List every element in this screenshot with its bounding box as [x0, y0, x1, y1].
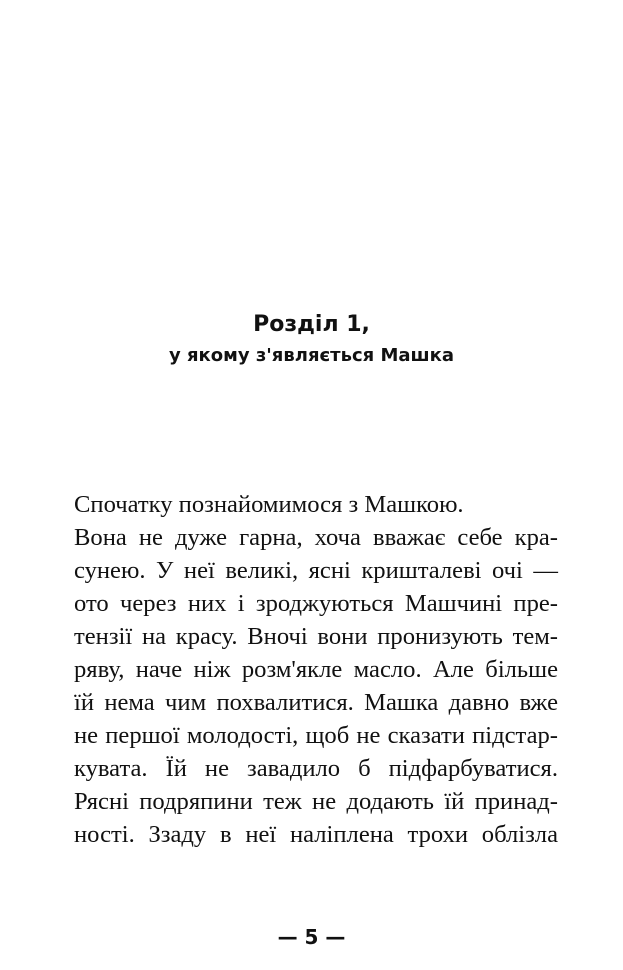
text-line: ото через них і зроджуються Машчині пре-	[74, 590, 558, 617]
chapter-subtitle: у якому з'являється Машка	[168, 345, 455, 366]
text-line: тензії на красу. Вночі вони пронизують тем-	[74, 623, 558, 650]
text-line: ряву, наче ніж розм'якле масло. Але більше	[74, 656, 558, 683]
page-number: — 5 —	[277, 925, 346, 949]
text-line: не першої молодості, щоб не сказати підстар-	[74, 722, 558, 749]
text-line: кувата. Їй не завадило б підфарбуватися.	[74, 755, 558, 782]
body-text	[74, 488, 558, 851]
text-line: Вона не дуже гарна, хоча вважає себе кра-	[74, 524, 558, 551]
text-line: ності. Ззаду в неї наліплена трохи облізла	[74, 821, 558, 848]
text-line: їй нема чим похвалитися. Машка давно вже	[74, 689, 558, 716]
chapter-title: Розділ 1,	[253, 312, 370, 337]
text-line: Рясні подряпини теж не додають їй принад-	[74, 788, 558, 815]
text-line: сунею. У неї великі, ясні кришталеві очі —	[74, 557, 558, 584]
text-line: Спочатку познайомимося з Машкою.	[74, 491, 464, 518]
